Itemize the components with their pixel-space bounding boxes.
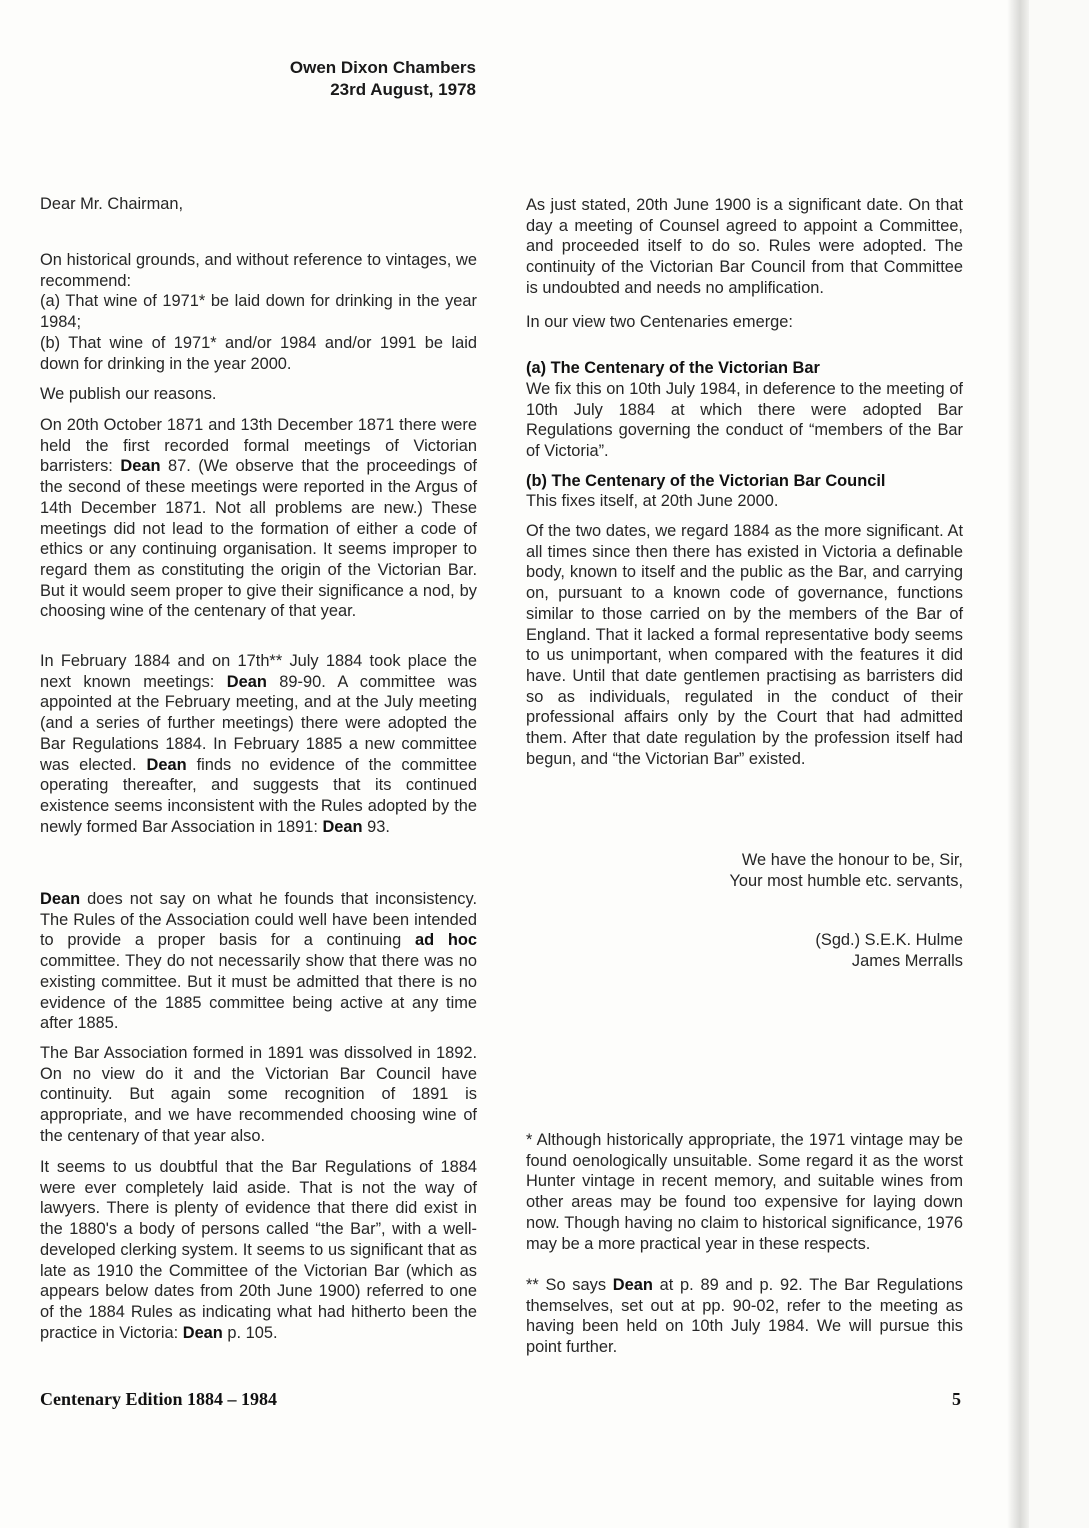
text-run: This fixes itself, at 20th June 2000. — [526, 492, 779, 510]
closing-line — [526, 850, 963, 871]
text-run: It seems to us doubtful that the Bar Regulations of 1884 were ever completely laid aside. That is not the way of lawyers. There is plenty of evidence that there did exist in the 1880's a body of persons called “the Bar”, with a well-developed clerking system. It seems to us significant that as late as 1910 the Committee of the Victorian Bar (which as appears below dates from 20th June 1900) referred to one of the 1884 Rules as indicating what had hitherto been the practice in Victoria: — [40, 1158, 477, 1342]
text-run: On historical grounds, and without reference to vintages, we recommend: — [40, 251, 477, 290]
text-run: (b) That wine of 1971* and/or 1984 and/or 1991 be laid down for drinking in the year 2000. — [40, 334, 477, 373]
paragraph — [526, 312, 963, 333]
recommendation-intro — [40, 250, 477, 291]
header-address: Owen Dixon Chambers — [289, 58, 476, 77]
closing-line — [526, 871, 963, 892]
text-run: James Merralls — [851, 952, 963, 970]
bold-text: Dean — [120, 457, 161, 476]
text-run: The Bar Association formed in 1891 was dissolved in 1892. On no view do it and the Victorian Bar Council have continuity. But again some recognition of 1891 is appropriate, and we have recommended choosing wine of the centenary of that year also. — [40, 1044, 477, 1145]
text-run: We have the honour to be, Sir, — [741, 851, 963, 869]
paragraph — [40, 415, 477, 622]
paragraph — [40, 889, 477, 1034]
text-run: 89-90. A committee was appointed at the February meeting, and at the July meeting (and a series of further meetings) there were adopted the Bar Regulations 1884. In February 1885 a new committee was elected. — [40, 672, 477, 774]
recommendation-a — [40, 291, 477, 332]
paragraph — [526, 195, 963, 299]
header-date: 23rd August, 1978 — [330, 80, 476, 99]
bold-text: Dean — [146, 755, 187, 774]
signature-line — [526, 951, 963, 972]
text-run: Dear Mr. Chairman, — [40, 195, 184, 213]
text-run: 87. (We observe that the proceedings of the second of these meetings were reported in the Argus of 14th December 1871. Not all problems are new.) These meetings did not lead to the formation of either a code of ethics or any continuing organisation. It seems improper to regard them as constituting the origin of the Victorian Bar. But it would seem proper to give their significance a nod, by choosing wine of the centenary of that year. — [40, 457, 477, 621]
paragraph — [40, 651, 477, 837]
text-run: We fix this on 10th July 1984, in deference to the meeting of 10th July 1884 at which there were adopted Bar Regulations governing the conduct of “members of the Bar of Victoria”. — [526, 380, 963, 461]
text-run: We publish our reasons. — [40, 385, 217, 403]
text-run: ** So says — [526, 1276, 613, 1294]
bold-text: Dean — [612, 1276, 653, 1294]
scan-edge-shadow — [1007, 0, 1029, 1528]
text-run: (Sgd.) S.E.K. Hulme — [815, 931, 963, 949]
bold-text: Dean — [226, 672, 267, 691]
scan-margin — [1029, 0, 1089, 1528]
paragraph — [40, 1157, 477, 1343]
bold-text: Dean — [40, 890, 81, 908]
text-run: does not say on what he founds that inconsistency. The Rules of the Association could well have been intended to provide a proper basis for a continuing — [40, 890, 477, 950]
bold-text: Dean — [322, 817, 363, 836]
footnote — [526, 1130, 963, 1254]
page-number: 5 — [952, 1389, 961, 1409]
letter-header — [200, 57, 476, 101]
text-run: committee. They do not necessarily show that there was no existing committee. But it must be admitted that there is no evidence of the 1885 committee being active at any time after 1885. — [40, 952, 477, 1033]
recommendation-b — [40, 333, 477, 374]
paragraph — [526, 379, 963, 462]
footer-title: Centenary Edition 1884 – 1984 — [40, 1389, 278, 1409]
text-run: Of the two dates, we regard 1884 as the more significant. At all times since then there has existed in Victoria a definable body, known to itself and the public as the Bar, and carrying on, pursuant to a known code of governance, functions similar to those carried on by the members of the Bar of England. That it lacked a formal representative body seems to us unimportant, when compared with the features it did have. Until that date gentlemen practising as barristers did so as individuals, regulated in the conduct of their professional affairs only by the Court that had admitted them. After that date regulation by the profession itself had begun, and “the Victorian Bar” existed. — [526, 522, 963, 768]
section-heading-a — [526, 358, 963, 379]
text-run: p. 105. — [222, 1323, 278, 1342]
bold-text: Dean — [182, 1323, 223, 1342]
text-run: * Although historically appropriate, the 1971 vintage may be found oenologically unsuitable. Some regard it as the worst Hunter vintage in recent memory, and suitable wines from other areas may be found too expensive for laying down now. Though having no claim to historical significance, 1976 may be a more practical year in these respects. — [526, 1131, 963, 1253]
bold-text: (b) The Centenary of the Victorian Bar Council — [526, 472, 886, 490]
section-heading-b — [526, 471, 963, 492]
text-run: at p. 89 and p. 92. The Bar Regulations themselves, set out at pp. 90-02, refer to the meeting as having been held on 10th July 1984. We will pursue this point further. — [526, 1276, 964, 1357]
paragraph — [40, 1043, 477, 1147]
text-run: In February 1884 and on 17th** July 1884 took place the next known meetings: — [40, 652, 477, 691]
text-run: As just stated, 20th June 1900 is a significant date. On that day a meeting of Counsel agreed to appoint a Committee, and proceeded itself to do so. Rules were adopted. The continuity of the Victorian Bar Council from that Committee is undoubted and needs no amplification. — [526, 196, 963, 297]
footnote — [526, 1275, 963, 1358]
bold-text: ad hoc — [415, 931, 477, 950]
text-run: In our view two Centenaries emerge: — [526, 313, 793, 331]
text-run: Your most humble etc. servants, — [729, 872, 963, 890]
salutation — [40, 194, 477, 215]
paragraph — [40, 384, 477, 405]
text-run: (a) That wine of 1971* be laid down for drinking in the year 1984; — [40, 292, 477, 331]
signature-line — [526, 930, 963, 951]
paragraph — [526, 521, 963, 769]
text-run: On 20th October 1871 and 13th December 1871 there were held the first recorded formal meetings of Victorian barristers: — [40, 416, 477, 476]
text-run: finds no evidence of the committee operating thereafter, and suggests that its continued existence seems inconsistent with the Rules adopted by the newly formed Bar Association in 1891: — [40, 755, 477, 836]
bold-text: (a) The Centenary of the Victorian Bar — [526, 359, 820, 377]
paragraph — [526, 491, 963, 512]
text-run: 93. — [362, 817, 390, 836]
